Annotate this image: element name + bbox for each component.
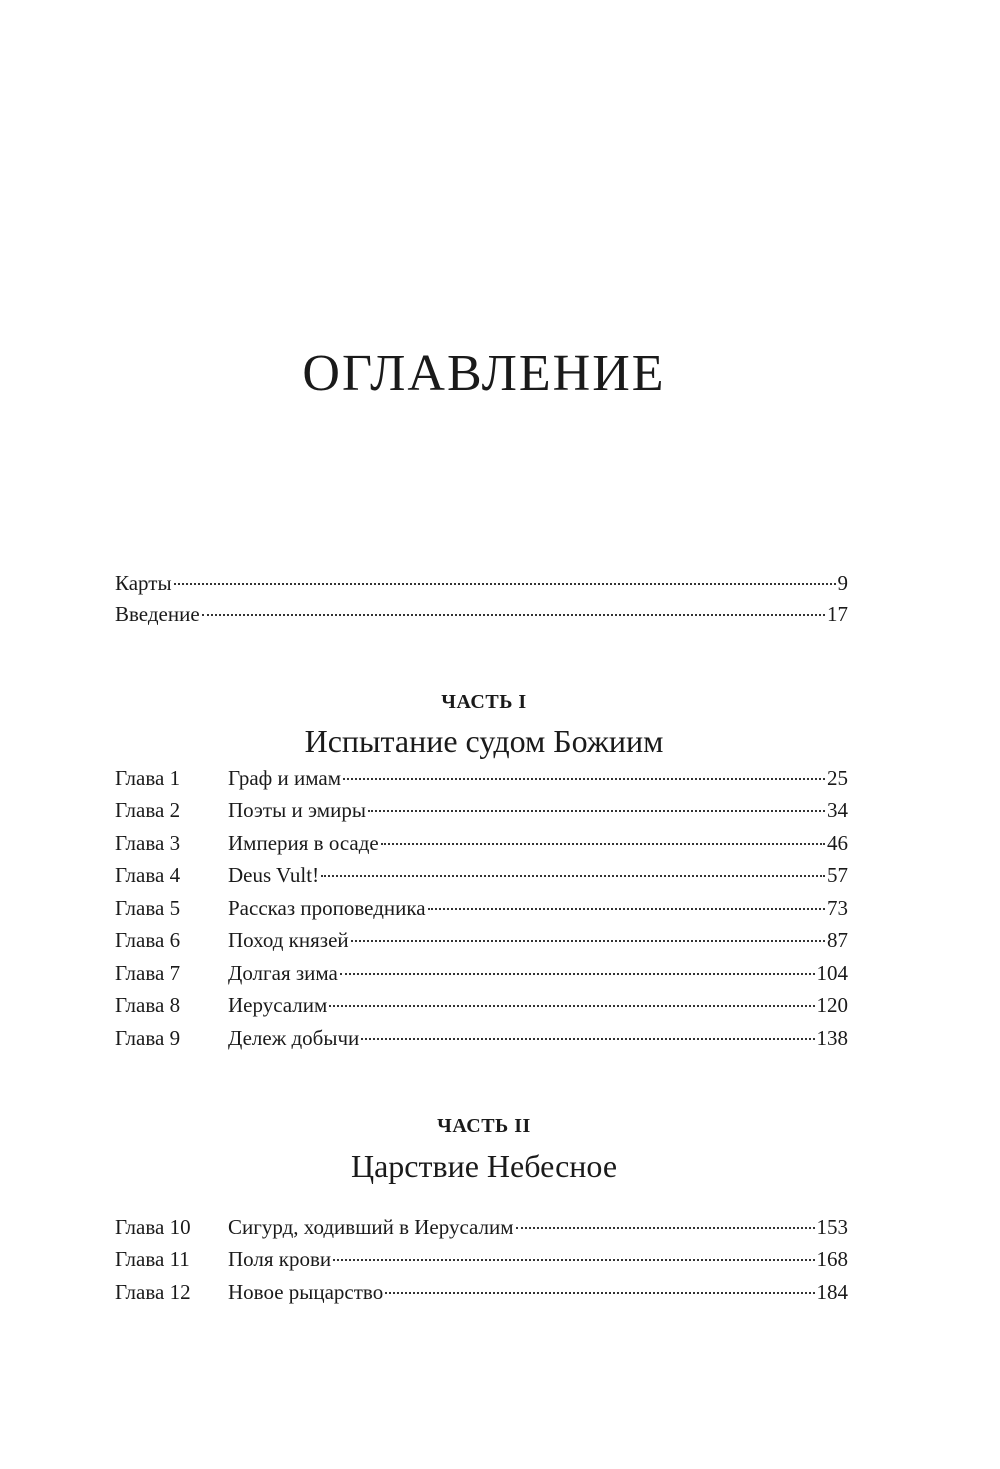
chapter-title: Долгая зима bbox=[228, 961, 338, 985]
chapter-label: Глава 2 bbox=[115, 798, 181, 822]
dot-leader bbox=[368, 810, 825, 812]
toc-entry-title: Карты bbox=[115, 571, 172, 595]
chapter-title: Сигурд, ходивший в Иерусалим bbox=[228, 1215, 514, 1239]
chapter-label: Глава 9 bbox=[115, 1026, 181, 1050]
chapter-title: Рассказ проповедника bbox=[228, 896, 426, 920]
toc-page-number: 9 bbox=[837, 571, 848, 595]
toc-page-number: 87 bbox=[827, 928, 848, 952]
toc-page-number: 17 bbox=[827, 602, 848, 626]
chapter-label: Глава 11 bbox=[115, 1247, 190, 1271]
chapter-label: Глава 1 bbox=[115, 766, 181, 790]
toc-page-number: 168 bbox=[816, 1247, 848, 1271]
chapter-label: Глава 4 bbox=[115, 863, 181, 887]
toc-chapter-row[interactable] bbox=[115, 1277, 848, 1307]
chapter-title: Граф и имам bbox=[228, 766, 341, 790]
dot-leader bbox=[340, 973, 815, 975]
part-title: Испытание судом Божиим bbox=[304, 723, 664, 759]
part-label: ЧАСТЬ I bbox=[441, 691, 527, 713]
chapter-title: Поэты и эмиры bbox=[228, 798, 366, 822]
chapter-label: Глава 12 bbox=[115, 1280, 191, 1304]
dot-leader bbox=[428, 908, 825, 910]
page-title: ОГЛАВЛЕНИЕ bbox=[302, 345, 666, 402]
chapter-title: Deus Vult! bbox=[228, 863, 320, 887]
dot-leader bbox=[343, 778, 825, 780]
chapter-label: Глава 8 bbox=[115, 993, 181, 1017]
toc-page-number: 120 bbox=[816, 993, 848, 1017]
toc-page-number: 46 bbox=[827, 831, 848, 855]
dot-leader bbox=[381, 843, 825, 845]
toc-chapter-row[interactable] bbox=[115, 1244, 848, 1274]
toc-chapter-row[interactable] bbox=[115, 828, 848, 858]
toc-page-number: 184 bbox=[816, 1280, 848, 1304]
chapter-title: Поля крови bbox=[228, 1247, 332, 1271]
toc-chapter-row[interactable] bbox=[115, 925, 848, 955]
chapter-label: Глава 6 bbox=[115, 928, 181, 952]
toc-page-number: 34 bbox=[827, 798, 848, 822]
toc-entry-title: Введение bbox=[115, 602, 200, 626]
chapter-title: Поход князей bbox=[228, 928, 349, 952]
toc-page-number: 104 bbox=[816, 961, 848, 985]
chapter-title: Дележ добычи bbox=[228, 1026, 360, 1050]
toc-chapter-row[interactable] bbox=[115, 860, 848, 890]
dot-leader bbox=[351, 940, 825, 942]
part-title: Царствие Небесное bbox=[350, 1148, 618, 1184]
chapter-title: Новое рыцарство bbox=[228, 1280, 384, 1304]
toc-page-number: 57 bbox=[827, 863, 848, 887]
toc-page-number: 153 bbox=[816, 1215, 848, 1239]
toc-chapter-row[interactable] bbox=[115, 893, 848, 923]
toc-page-number: 138 bbox=[816, 1026, 848, 1050]
chapter-title: Иерусалим bbox=[228, 993, 328, 1017]
chapter-label: Глава 10 bbox=[115, 1215, 191, 1239]
chapter-label: Глава 3 bbox=[115, 831, 181, 855]
dot-leader bbox=[516, 1227, 815, 1229]
toc-chapter-row[interactable] bbox=[115, 958, 848, 988]
chapter-label: Глава 5 bbox=[115, 896, 181, 920]
toc-entry-maps[interactable] bbox=[115, 568, 848, 598]
toc-entry-introduction[interactable] bbox=[115, 599, 848, 629]
dot-leader bbox=[361, 1038, 814, 1040]
dot-leader bbox=[202, 614, 825, 616]
toc-chapter-row[interactable] bbox=[115, 763, 848, 793]
dot-leader bbox=[333, 1259, 814, 1261]
toc-chapter-row[interactable] bbox=[115, 1212, 848, 1242]
toc-page-number: 25 bbox=[827, 766, 848, 790]
dot-leader bbox=[321, 875, 825, 877]
chapter-label: Глава 7 bbox=[115, 961, 181, 985]
toc-page-number: 73 bbox=[827, 896, 848, 920]
dot-leader bbox=[174, 583, 836, 585]
toc-chapter-row[interactable] bbox=[115, 795, 848, 825]
toc-chapter-row[interactable] bbox=[115, 1023, 848, 1053]
chapter-title: Империя в осаде bbox=[228, 831, 379, 855]
toc-chapter-row[interactable] bbox=[115, 990, 848, 1020]
part-label: ЧАСТЬ II bbox=[437, 1115, 531, 1137]
dot-leader bbox=[329, 1005, 814, 1007]
dot-leader bbox=[385, 1292, 814, 1294]
